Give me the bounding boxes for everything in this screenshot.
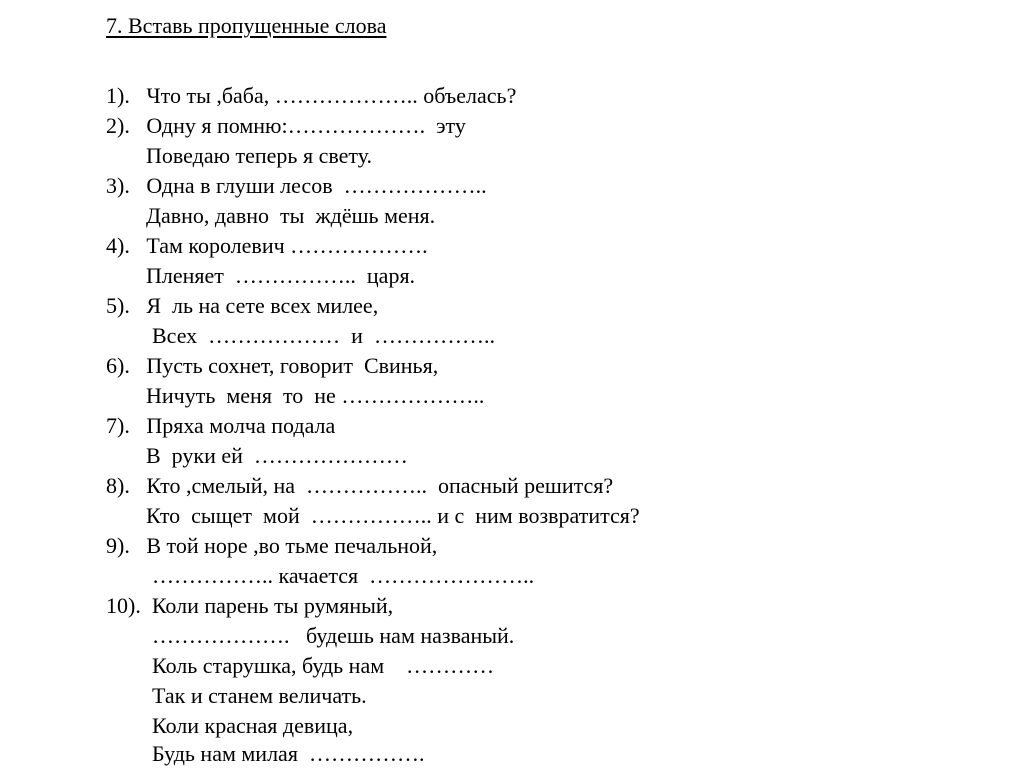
- task-line-5-2: Всех ……………… и ……………..: [152, 323, 495, 348]
- task-line-8-1: 8). Кто ,смелый, на …………….. опасный решится?: [106, 473, 614, 498]
- task-line-10-1: 10). Коли парень ты румяный,: [106, 593, 394, 618]
- task-line-2-2: Поведаю теперь я свету.: [146, 143, 372, 168]
- task-line-4-2: Пленяет …………….. царя.: [146, 263, 416, 288]
- task-line-9-1: 9). В той норе ,во тьме печальной,: [106, 533, 438, 558]
- task-line-10-3: Коль старушка, будь нам …………: [152, 653, 495, 678]
- task-line-3-2: Давно, давно ты ждёшь меня.: [146, 203, 436, 228]
- task-line-8-2: Кто сыщет мой …………….. и с ним возвратится?: [146, 503, 640, 528]
- task-line-6-2: Ничуть меня то не ………………..: [146, 383, 485, 408]
- task-line-7-2: В руки ей …………………: [146, 443, 408, 468]
- task-line-9-2: …………….. качается …………………..: [152, 563, 535, 588]
- task-line-7-1: 7). Пряха молча подала: [106, 413, 336, 438]
- task-line-4-1: 4). Там королевич ……………….: [106, 233, 428, 258]
- task-line-10-5: Коли красная девица,: [152, 713, 354, 738]
- task-line-5-1: 5). Я ль на сете всех милее,: [106, 293, 379, 318]
- task-line-10-6: Будь нам милая …………….: [152, 741, 425, 766]
- task-line-10-2: ………………. будешь нам названый.: [152, 623, 515, 648]
- task-line-6-1: 6). Пусть сохнет, говорит Свинья,: [106, 353, 439, 378]
- task-line-10-4: Так и станем величать.: [152, 683, 367, 708]
- exercise-title: 7. Вставь пропущенные слова: [106, 13, 387, 38]
- task-line-1-1: 1). Что ты ,баба, ……………….. объелась?: [106, 83, 517, 108]
- task-line-2-1: 2). Одну я помню:………………. эту: [106, 113, 466, 138]
- task-line-3-1: 3). Одна в глуши лесов ………………..: [106, 173, 487, 198]
